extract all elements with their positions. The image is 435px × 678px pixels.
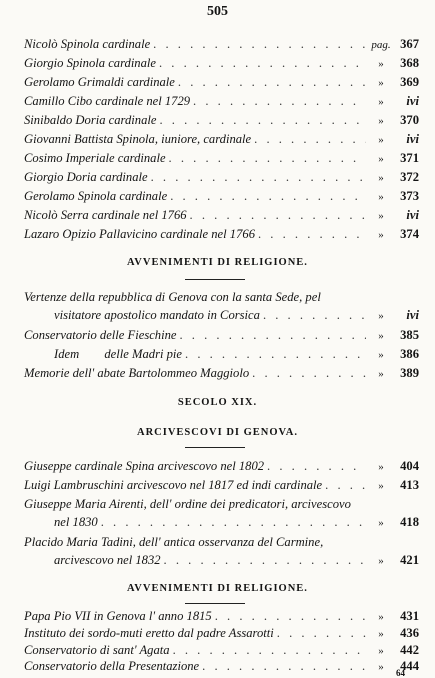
entry-ref: »	[378, 310, 384, 322]
entry-page: 444	[400, 659, 419, 673]
leader-dots	[202, 659, 366, 674]
entry-ref: »	[378, 480, 384, 492]
entry-ref: »	[378, 172, 384, 184]
entry-title: Conservatorio della Presentazione	[24, 659, 200, 673]
leader-dots	[277, 626, 366, 641]
leader-dots	[101, 515, 366, 530]
entry-ref: »	[378, 349, 384, 361]
entry-title: Cosimo Imperiale cardinale	[24, 151, 166, 165]
toc-entry	[24, 37, 419, 53]
entry-page: 436	[400, 626, 419, 640]
leader-dots	[267, 459, 366, 474]
entry-title: Giovanni Battista Spinola, iuniore, cardinale	[24, 132, 252, 146]
century-heading: SECOLO XIX.	[177, 397, 258, 408]
entry-ref: »	[378, 368, 384, 380]
entry-title: Lazaro Opizio Pallavicino cardinale nel 1766	[24, 227, 255, 241]
entry-ref: »	[378, 661, 384, 673]
toc-entry	[24, 189, 419, 205]
toc-entry	[24, 478, 419, 494]
leader-dots	[169, 151, 366, 166]
divider-rule	[185, 447, 245, 448]
entry-page: ivi	[406, 208, 419, 222]
entry-ref: »	[378, 191, 384, 203]
leader-dots	[164, 553, 366, 568]
toc-entry	[24, 366, 419, 382]
toc-entry	[24, 132, 419, 148]
section-heading: ARCIVESCOVI DI GENOVA.	[137, 427, 298, 438]
toc-entry-line: Placido Maria Tadini, dell' antica osservanza del Carmine,	[24, 535, 324, 549]
entry-ref: »	[378, 153, 384, 165]
entry-title: Nicolò Serra cardinale nel 1766	[24, 208, 187, 222]
leader-dots	[193, 94, 366, 109]
entry-page: 370	[400, 113, 419, 127]
leader-dots	[159, 113, 366, 128]
entry-title: Idem delle Madri pie	[54, 347, 183, 361]
toc-entry	[24, 113, 419, 129]
divider-rule	[185, 603, 245, 604]
entry-ref: »	[378, 58, 384, 70]
entry-page: 373	[400, 189, 419, 203]
entry-ref: »	[378, 115, 384, 127]
leader-dots	[258, 227, 366, 242]
entry-title: nel 1830	[54, 515, 98, 529]
entry-ref: »	[378, 229, 384, 241]
entry-page: 369	[400, 75, 419, 89]
entry-page: 389	[400, 366, 419, 380]
entry-page: 371	[400, 151, 419, 165]
entry-page: 431	[400, 609, 419, 623]
entry-page: 372	[400, 170, 419, 184]
toc-entry-line: Vertenze della repubblica di Genova con la santa Sede, pel	[24, 290, 321, 304]
entry-title: Instituto dei sordo-muti eretto dal padre Assarotti	[24, 626, 274, 640]
entry-ref: »	[378, 611, 384, 623]
entry-title: Camillo Cibo cardinale nel 1729	[24, 94, 191, 108]
entry-ref: »	[378, 96, 384, 108]
entry-page: 404	[400, 459, 419, 473]
leader-dots	[151, 170, 366, 185]
toc-entry	[24, 75, 419, 91]
leader-dots	[252, 366, 366, 381]
entry-page: 385	[400, 328, 419, 342]
entry-ref: »	[378, 628, 384, 640]
toc-entry	[24, 626, 419, 642]
leader-dots	[215, 609, 366, 624]
toc-entry	[54, 515, 419, 531]
entry-title: visitatore apostolico mandato in Corsica	[54, 308, 260, 322]
toc-entry	[24, 56, 419, 72]
divider-rule	[185, 279, 245, 280]
entry-page: 374	[400, 227, 419, 241]
toc-entry	[24, 459, 419, 475]
section-heading: AVVENIMENTI DI RELIGIONE.	[127, 257, 308, 268]
leader-dots	[180, 328, 367, 343]
leader-dots	[263, 308, 366, 323]
entry-page: ivi	[406, 132, 419, 146]
toc-entry	[24, 94, 419, 110]
entry-page: ivi	[406, 308, 419, 322]
entry-title: Giorgio Spinola cardinale	[24, 56, 156, 70]
entry-title: arcivescovo nel 1832	[54, 553, 161, 567]
leader-dots	[190, 208, 366, 223]
entry-title: Conservatorio di sant' Agata	[24, 643, 170, 657]
toc-entry	[24, 208, 419, 224]
entry-page: 386	[400, 347, 419, 361]
signature-mark: 64	[396, 668, 405, 678]
entry-title: Nicolò Spinola cardinale	[24, 37, 151, 51]
entry-ref: »	[378, 461, 384, 473]
toc-entry	[24, 151, 419, 167]
toc-entry-line: Giuseppe Maria Airenti, dell' ordine dei predicatori, arcivescovo	[24, 497, 351, 511]
leader-dots	[170, 189, 366, 204]
entry-page: ivi	[406, 94, 419, 108]
entry-ref: »	[378, 555, 384, 567]
leader-dots	[173, 643, 366, 658]
entry-page: 367	[400, 37, 419, 51]
entry-title: Luigi Lambruschini arcivescovo nel 1817 ed indi cardinale	[24, 478, 323, 492]
section-heading: AVVENIMENTI DI RELIGIONE.	[127, 583, 308, 594]
entry-ref: »	[378, 77, 384, 89]
entry-page: 368	[400, 56, 419, 70]
toc-entry	[24, 227, 419, 243]
leader-dots	[254, 132, 366, 147]
leader-dots	[178, 75, 366, 90]
leader-dots	[325, 478, 366, 493]
entry-ref: »	[378, 517, 384, 529]
toc-entry	[54, 308, 419, 324]
entry-page: 413	[400, 478, 419, 492]
entry-title: Gerolamo Grimaldi cardinale	[24, 75, 175, 89]
entry-ref: »	[378, 645, 384, 657]
leader-dots	[153, 37, 366, 52]
entry-title: Conservatorio delle Fieschine	[24, 328, 177, 342]
entry-page: 421	[400, 553, 419, 567]
entry-ref: »	[378, 330, 384, 342]
entry-ref: »	[378, 134, 384, 146]
entry-title: Memorie dell' abate Bartolommeo Maggiolo	[24, 366, 250, 380]
toc-entry	[24, 609, 419, 625]
leader-dots	[159, 56, 366, 71]
entry-page: 442	[400, 643, 419, 657]
leader-dots	[185, 347, 366, 362]
entry-title: Giuseppe cardinale Spina arcivescovo nel 1802	[24, 459, 265, 473]
toc-entry	[24, 643, 419, 659]
entry-title: Sinibaldo Doria cardinale	[24, 113, 157, 127]
entry-title: Papa Pio VII in Genova l' anno 1815	[24, 609, 212, 623]
toc-entry	[24, 659, 419, 675]
entry-ref: »	[378, 210, 384, 222]
page-number: 505	[207, 4, 228, 19]
entry-title: Giorgio Doria cardinale	[24, 170, 148, 184]
entry-ref: pag.	[371, 39, 391, 51]
entry-title: Gerolamo Spinola cardinale	[24, 189, 168, 203]
toc-entry	[24, 170, 419, 186]
entry-page: 418	[400, 515, 419, 529]
toc-entry	[54, 553, 419, 569]
toc-entry	[24, 328, 419, 344]
toc-entry	[54, 347, 419, 363]
